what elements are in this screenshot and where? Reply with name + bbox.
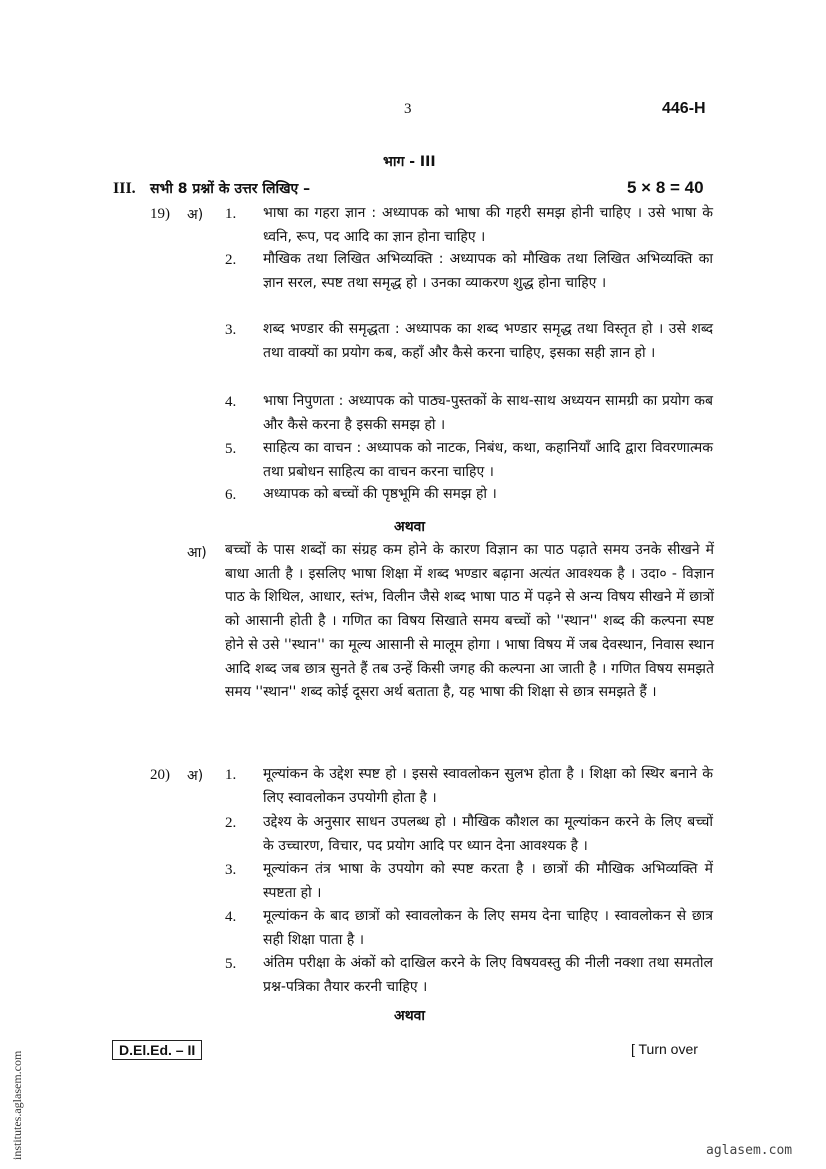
q20-item-2-text: उद्देश्य के अनुसार साधन उपलब्ध हो । मौखिक कौशल का मूल्यांकन करने के लिए बच्चों के उच्चारण, विचार, पद प्रयोग आदि पर ध्यान देना आवश्यक है । bbox=[263, 814, 713, 854]
q19-item-2-text: मौखिक तथा लिखित अभिव्यक्ति : अध्यापक को मौखिक तथा लिखित अभिव्यक्ति का ज्ञान सरल, स्पष्ट तथा समृद्ध हो । उनका व्याकरण शुद्ध होना चाहिए । bbox=[263, 251, 713, 291]
q20-item-5-text: अंतिम परीक्षा के अंकों को दाखिल करने के लिए विषयवस्तु की नीली नक्शा तथा समतोल प्रश्न-पत्रिका तैयार करनी चाहिए । bbox=[263, 955, 713, 995]
question-19-number: 19) bbox=[150, 206, 170, 222]
question-19-part-b-label: आ) bbox=[187, 545, 207, 561]
q19-or-label: अथवा bbox=[394, 519, 426, 535]
q19-item-6-text: अध्यापक को बच्चों की पृष्ठभूमि की समझ हो । bbox=[263, 486, 497, 502]
q20-item-4-number: 4. bbox=[225, 909, 237, 925]
side-watermark: institutes.aglasem.com bbox=[10, 1050, 24, 1160]
section-instruction: सभी 8 प्रश्नों के उत्तर लिखिए – bbox=[150, 181, 311, 197]
q19-item-2-number: 2. bbox=[225, 252, 237, 268]
q19-part-b-text: बच्चों के पास शब्दों का संग्रह कम होने के कारण विज्ञान का पाठ पढ़ाते समय उनके सीखने में बाधा आती है । इसलिए भाषा शिक्षा में शब्द भण्डार बढ़ाना अत्यंत आवश्यक है । उदा० - विज्ञान पाठ के शिथिल, आधार, स्तंभ, विलीन जैसे शब्द भाषा पाठ में पढ़ने से अन्य विषय सीखने में छात्रों को आसानी होती है । गणित का विषय सिखाते समय बच्चों को ''स्थान'' शब्द की कल्पना स्पष्ट होने से उसे ''स्थान'' का मूल्य आसानी से मालूम होगा । भाषा विषय में जब देवस्थान, निवास स्थान आदि शब्द जब छात्र सुनते हैं तब उन्हें किसी जगह की कल्पना आ जाती है । गणित विषय समझते समय ''स्थान'' शब्द कोई दूसरा अर्थ बताता है, यह भाषा की शिक्षा से छात्र समझते हैं । bbox=[225, 542, 714, 701]
q19-item-4-number: 4. bbox=[225, 394, 237, 410]
turn-over-label: [ Turn over bbox=[631, 1041, 698, 1057]
q20-item-2-number: 2. bbox=[225, 815, 237, 831]
section-marks: 5 × 8 = 40 bbox=[627, 178, 704, 197]
question-20-number: 20) bbox=[150, 767, 170, 783]
q19-item-1-text: भाषा का गहरा ज्ञान : अध्यापक को भाषा की गहरी समझ होनी चाहिए । उसे भाषा के ध्वनि, रूप, पद आदि का ज्ञान होना चाहिए । bbox=[263, 205, 713, 245]
q19-item-5-number: 5. bbox=[225, 441, 237, 457]
q19-item-3-text: शब्द भण्डार की समृद्धता : अध्यापक का शब्द भण्डार समृद्ध तथा विस्तृत हो । उसे शब्द तथा वाक्यों का प्रयोग कब, कहाँ और कैसे करना चाहिए, इसका सही ज्ञान हो । bbox=[263, 321, 713, 361]
q20-item-4-text: मूल्यांकन के बाद छात्रों को स्वावलोकन के लिए समय देना चाहिए । स्वावलोकन से छात्र सही शिक्षा पाता है । bbox=[263, 908, 713, 948]
bottom-watermark: aglasem.com bbox=[706, 1143, 793, 1158]
part-title: भाग - III bbox=[383, 154, 436, 170]
q19-item-5-text: साहित्य का वाचन : अध्यापक को नाटक, निबंध, कथा, कहानियाँ आदि द्वारा विवरणात्मक तथा प्रबोधन साहित्य का वाचन करना चाहिए । bbox=[263, 440, 713, 480]
section-number: III. bbox=[113, 180, 136, 197]
q20-item-1-number: 1. bbox=[225, 767, 237, 783]
q20-item-5-number: 5. bbox=[225, 956, 237, 972]
page-number: 3 bbox=[404, 101, 412, 117]
course-label: D.El.Ed. – II bbox=[112, 1040, 202, 1060]
q19-item-4-text: भाषा निपुणता : अध्यापक को पाठ्य-पुस्तकों के साथ-साथ अध्ययन सामग्री का प्रयोग कब और कैसे करना है इसकी समझ हो । bbox=[263, 393, 713, 433]
q20-item-3-text: मूल्यांकन तंत्र भाषा के उपयोग को स्पष्ट करता है । छात्रों की मौखिक अभिव्यक्ति में स्पष्टता हो । bbox=[263, 861, 713, 901]
question-19-part-a-label: अ) bbox=[187, 207, 204, 223]
question-20-part-a-label: अ) bbox=[187, 768, 204, 784]
paper-code: 446-H bbox=[662, 100, 706, 117]
q19-item-6-number: 6. bbox=[225, 487, 237, 503]
q20-item-3-number: 3. bbox=[225, 862, 237, 878]
q19-item-3-number: 3. bbox=[225, 322, 237, 338]
q19-item-1-number: 1. bbox=[225, 206, 237, 222]
q20-item-1-text: मूल्यांकन के उद्देश स्पष्ट हो । इससे स्वावलोकन सुलभ होता है । शिक्षा को स्थिर बनाने के लिए स्वावलोकन उपयोगी होता है । bbox=[263, 766, 713, 806]
q20-or-label: अथवा bbox=[394, 1008, 426, 1024]
